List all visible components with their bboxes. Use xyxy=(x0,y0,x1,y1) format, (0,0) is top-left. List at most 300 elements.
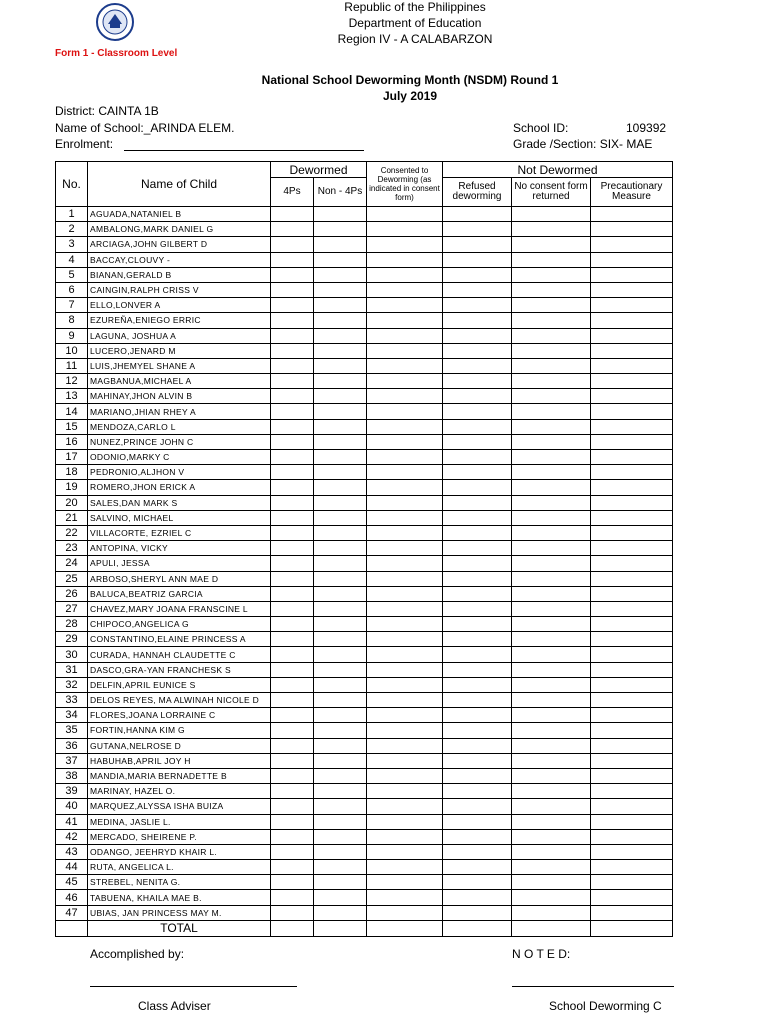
cell xyxy=(271,920,314,936)
child-name: CAINGIN,RALPH CRISS V xyxy=(88,282,271,297)
cell xyxy=(271,556,314,571)
cell xyxy=(512,890,591,905)
header-name: Name of Child xyxy=(88,162,271,207)
cell xyxy=(512,389,591,404)
cell xyxy=(591,556,673,571)
cell xyxy=(512,374,591,389)
cell xyxy=(512,465,591,480)
row-number: 7 xyxy=(56,298,88,313)
cell xyxy=(314,358,367,373)
cell xyxy=(591,662,673,677)
row-number: 11 xyxy=(56,358,88,373)
child-name: TABUENA, KHAILA MAE B. xyxy=(88,890,271,905)
cell xyxy=(271,693,314,708)
cell xyxy=(591,829,673,844)
cell xyxy=(367,738,443,753)
cell xyxy=(512,343,591,358)
row-number: 24 xyxy=(56,556,88,571)
row-number: 9 xyxy=(56,328,88,343)
row-number: 35 xyxy=(56,723,88,738)
cell xyxy=(367,920,443,936)
cell xyxy=(314,313,367,328)
child-name: ODONIO,MARKY C xyxy=(88,450,271,465)
cell xyxy=(591,207,673,222)
cell xyxy=(314,374,367,389)
cell xyxy=(314,404,367,419)
document-title: National School Deworming Month (NSDM) Round 1 xyxy=(261,73,559,87)
row-number: 3 xyxy=(56,237,88,252)
row-number: 1 xyxy=(56,207,88,222)
district: District: CAINTA 1B xyxy=(55,104,159,118)
cell xyxy=(512,875,591,890)
cell xyxy=(443,647,512,662)
cell xyxy=(367,799,443,814)
cell xyxy=(591,814,673,829)
cell xyxy=(591,525,673,540)
cell xyxy=(512,920,591,936)
row-number: 19 xyxy=(56,480,88,495)
cell xyxy=(512,647,591,662)
cell xyxy=(443,207,512,222)
child-name: MANDIA,MARIA BERNADETTE B xyxy=(88,768,271,783)
cell xyxy=(271,723,314,738)
cell xyxy=(591,617,673,632)
row-number: 42 xyxy=(56,829,88,844)
table-row xyxy=(56,343,673,358)
cell xyxy=(367,404,443,419)
child-name: PEDRONIO,ALJHON V xyxy=(88,465,271,480)
cell xyxy=(367,282,443,297)
noted: N O T E D: xyxy=(512,947,571,961)
cell xyxy=(314,768,367,783)
cell xyxy=(271,768,314,783)
cell xyxy=(591,768,673,783)
cell xyxy=(591,905,673,920)
cell xyxy=(367,601,443,616)
table-row xyxy=(56,434,673,449)
child-name: VILLACORTE, EZRIEL C xyxy=(88,525,271,540)
class-adviser: Class Adviser xyxy=(138,999,211,1013)
cell xyxy=(314,890,367,905)
cell xyxy=(367,693,443,708)
table-row xyxy=(56,723,673,738)
row-number: 31 xyxy=(56,662,88,677)
cell xyxy=(271,495,314,510)
cell xyxy=(271,890,314,905)
child-name: CHAVEZ,MARY JOANA FRANSCINE L xyxy=(88,601,271,616)
cell xyxy=(271,465,314,480)
table-row xyxy=(56,693,673,708)
cell xyxy=(591,708,673,723)
cell xyxy=(443,632,512,647)
cell xyxy=(271,237,314,252)
cell xyxy=(271,525,314,540)
child-name: ROMERO,JHON ERICK A xyxy=(88,480,271,495)
cell xyxy=(314,814,367,829)
cell xyxy=(314,784,367,799)
header-non-4ps: Non - 4Ps xyxy=(314,178,367,207)
cell xyxy=(591,298,673,313)
cell xyxy=(314,267,367,282)
row-number: 37 xyxy=(56,753,88,768)
header-no-consent: No consent form returned xyxy=(512,178,591,207)
cell xyxy=(443,920,512,936)
cell xyxy=(314,844,367,859)
child-name: APULI, JESSA xyxy=(88,556,271,571)
cell xyxy=(314,282,367,297)
table-row xyxy=(56,814,673,829)
cell xyxy=(367,617,443,632)
cell xyxy=(591,890,673,905)
cell xyxy=(314,252,367,267)
row-number: 13 xyxy=(56,389,88,404)
cell xyxy=(367,389,443,404)
cell xyxy=(271,389,314,404)
child-name: MARINAY, HAZEL O. xyxy=(88,784,271,799)
cell xyxy=(314,343,367,358)
cell xyxy=(443,419,512,434)
row-number: 39 xyxy=(56,784,88,799)
child-name: MARIANO,JHIAN RHEY A xyxy=(88,404,271,419)
child-name: MARQUEZ,ALYSSA ISHA BUIZA xyxy=(88,799,271,814)
cell xyxy=(271,814,314,829)
cell xyxy=(443,799,512,814)
cell xyxy=(591,693,673,708)
cell xyxy=(367,237,443,252)
child-name: GUTANA,NELROSE D xyxy=(88,738,271,753)
table-row xyxy=(56,495,673,510)
cell xyxy=(512,708,591,723)
cell xyxy=(271,662,314,677)
child-name: MERCADO, SHEIRENE P. xyxy=(88,829,271,844)
cell xyxy=(367,662,443,677)
table-row xyxy=(56,556,673,571)
cell xyxy=(314,434,367,449)
table-row xyxy=(56,419,673,434)
table-row xyxy=(56,374,673,389)
table-row xyxy=(56,753,673,768)
cell xyxy=(271,799,314,814)
child-name: DASCO,GRA-YAN FRANCHESK S xyxy=(88,662,271,677)
cell xyxy=(314,693,367,708)
header-dewormed: Dewormed xyxy=(271,162,367,178)
child-name: NUNEZ,PRINCE JOHN C xyxy=(88,434,271,449)
cell xyxy=(591,541,673,556)
cell xyxy=(367,510,443,525)
cell xyxy=(443,814,512,829)
grade-section: Grade /Section: SIX- MAE xyxy=(513,137,653,151)
cell xyxy=(591,282,673,297)
child-name: BACCAY,CLOUVY - xyxy=(88,252,271,267)
row-number: 21 xyxy=(56,510,88,525)
cell xyxy=(314,450,367,465)
child-name: CONSTANTINO,ELAINE PRINCESS A xyxy=(88,632,271,647)
child-name: RUTA, ANGELICA L. xyxy=(88,860,271,875)
cell xyxy=(271,252,314,267)
cell xyxy=(591,404,673,419)
row-number: 32 xyxy=(56,677,88,692)
cell xyxy=(512,829,591,844)
cell xyxy=(512,799,591,814)
cell xyxy=(271,541,314,556)
cell xyxy=(314,556,367,571)
cell xyxy=(271,434,314,449)
cell xyxy=(443,267,512,282)
row-number: 2 xyxy=(56,222,88,237)
cell xyxy=(512,298,591,313)
row-number: 25 xyxy=(56,571,88,586)
cell xyxy=(314,541,367,556)
table-row xyxy=(56,844,673,859)
cell xyxy=(443,860,512,875)
cell xyxy=(443,358,512,373)
cell xyxy=(271,586,314,601)
child-name: FORTIN,HANNA KIM G xyxy=(88,723,271,738)
child-name: LUCERO,JENARD M xyxy=(88,343,271,358)
cell xyxy=(367,434,443,449)
child-name: MAGBANUA,MICHAEL A xyxy=(88,374,271,389)
table-row xyxy=(56,222,673,237)
cell xyxy=(512,556,591,571)
cell xyxy=(591,450,673,465)
child-name: ODANGO, JEEHRYD KHAIR L. xyxy=(88,844,271,859)
child-name: EZUREÑA,ENIEGO ERRIC xyxy=(88,313,271,328)
cell xyxy=(443,829,512,844)
cell xyxy=(591,738,673,753)
child-name: AMBALONG,MARK DANIEL G xyxy=(88,222,271,237)
table-row xyxy=(56,632,673,647)
cell xyxy=(591,677,673,692)
cell xyxy=(271,313,314,328)
enrolment-label: Enrolment: xyxy=(55,137,114,151)
cell xyxy=(591,601,673,616)
cell xyxy=(443,252,512,267)
table-row xyxy=(56,525,673,540)
cell xyxy=(591,647,673,662)
cell xyxy=(314,480,367,495)
table-row xyxy=(56,586,673,601)
cell xyxy=(367,541,443,556)
cell xyxy=(314,723,367,738)
cell xyxy=(591,374,673,389)
cell xyxy=(512,723,591,738)
child-name: LUIS,JHEMYEL SHANE A xyxy=(88,358,271,373)
cell xyxy=(591,875,673,890)
table-row xyxy=(56,647,673,662)
row-number: 15 xyxy=(56,419,88,434)
cell xyxy=(443,738,512,753)
cell xyxy=(314,632,367,647)
table-row xyxy=(56,313,673,328)
school-id-label: School ID: xyxy=(513,121,569,135)
row-number: 16 xyxy=(56,434,88,449)
header-refused: Refused deworming xyxy=(443,178,512,207)
deworming-table xyxy=(55,161,673,937)
cell xyxy=(367,298,443,313)
cell xyxy=(271,298,314,313)
cell xyxy=(443,890,512,905)
cell xyxy=(591,267,673,282)
cell xyxy=(367,708,443,723)
row-number: 23 xyxy=(56,541,88,556)
enrolment-line xyxy=(124,150,364,151)
cell xyxy=(591,784,673,799)
cell xyxy=(591,920,673,936)
accomplished-by: Accomplished by: xyxy=(90,947,185,961)
cell xyxy=(314,738,367,753)
cell xyxy=(591,799,673,814)
row-number: 14 xyxy=(56,404,88,419)
cell xyxy=(314,510,367,525)
cell xyxy=(271,450,314,465)
cell xyxy=(367,632,443,647)
cell xyxy=(314,617,367,632)
table-row xyxy=(56,799,673,814)
cell xyxy=(271,632,314,647)
cell xyxy=(367,556,443,571)
table-row xyxy=(56,207,673,222)
cell xyxy=(271,510,314,525)
cell xyxy=(591,419,673,434)
total-spacer xyxy=(56,920,88,936)
row-number: 20 xyxy=(56,495,88,510)
cell xyxy=(367,586,443,601)
row-number: 43 xyxy=(56,844,88,859)
cell xyxy=(443,510,512,525)
cell xyxy=(271,282,314,297)
cell xyxy=(591,313,673,328)
cell xyxy=(443,465,512,480)
cell xyxy=(314,601,367,616)
cell xyxy=(591,586,673,601)
cell xyxy=(314,237,367,252)
cell xyxy=(443,298,512,313)
cell xyxy=(512,601,591,616)
cell xyxy=(512,510,591,525)
cell xyxy=(271,222,314,237)
table-row xyxy=(56,252,673,267)
cell xyxy=(271,738,314,753)
cell xyxy=(443,541,512,556)
row-number: 6 xyxy=(56,282,88,297)
cell xyxy=(443,601,512,616)
table-row xyxy=(56,768,673,783)
cell xyxy=(271,677,314,692)
child-name: ARBOSO,SHERYL ANN MAE D xyxy=(88,571,271,586)
row-number: 5 xyxy=(56,267,88,282)
cell xyxy=(443,677,512,692)
cell xyxy=(591,434,673,449)
cell xyxy=(512,358,591,373)
cell xyxy=(512,450,591,465)
cell xyxy=(443,450,512,465)
cell xyxy=(443,480,512,495)
cell xyxy=(591,222,673,237)
row-number: 10 xyxy=(56,343,88,358)
cell xyxy=(367,222,443,237)
cell xyxy=(443,556,512,571)
cell xyxy=(512,222,591,237)
cell xyxy=(443,708,512,723)
cell xyxy=(314,571,367,586)
cell xyxy=(271,875,314,890)
row-number: 33 xyxy=(56,693,88,708)
child-name: HABUHAB,APRIL JOY H xyxy=(88,753,271,768)
cell xyxy=(271,844,314,859)
row-number: 47 xyxy=(56,905,88,920)
row-number: 30 xyxy=(56,647,88,662)
cell xyxy=(512,328,591,343)
child-name: CURADA, HANNAH CLAUDETTE C xyxy=(88,647,271,662)
header-4ps: 4Ps xyxy=(271,178,314,207)
row-number: 45 xyxy=(56,875,88,890)
cell xyxy=(443,313,512,328)
cell xyxy=(512,282,591,297)
cell xyxy=(512,525,591,540)
cell xyxy=(271,617,314,632)
cell xyxy=(512,784,591,799)
child-name: DELOS REYES, MA ALWINAH NICOLE D xyxy=(88,693,271,708)
cell xyxy=(443,784,512,799)
table-row xyxy=(56,237,673,252)
cell xyxy=(512,237,591,252)
cell xyxy=(314,860,367,875)
child-name: CHIPOCO,ANGELICA G xyxy=(88,617,271,632)
cell xyxy=(512,541,591,556)
cell xyxy=(443,374,512,389)
cell xyxy=(591,844,673,859)
row-number: 8 xyxy=(56,313,88,328)
cell xyxy=(443,693,512,708)
cell xyxy=(314,586,367,601)
table-row xyxy=(56,404,673,419)
cell xyxy=(443,662,512,677)
table-row xyxy=(56,708,673,723)
cell xyxy=(512,677,591,692)
header-no: No. xyxy=(56,162,88,207)
table-row xyxy=(56,677,673,692)
cell xyxy=(314,875,367,890)
child-name: SALES,DAN MARK S xyxy=(88,495,271,510)
school-coordinator: School Deworming C xyxy=(549,999,662,1013)
cell xyxy=(443,844,512,859)
table-row xyxy=(56,662,673,677)
cell xyxy=(271,419,314,434)
cell xyxy=(271,207,314,222)
cell xyxy=(314,495,367,510)
school-name: Name of School:_ARINDA ELEM. xyxy=(55,121,235,135)
cell xyxy=(443,434,512,449)
row-number: 40 xyxy=(56,799,88,814)
cell xyxy=(367,525,443,540)
child-name: MENDOZA,CARLO L xyxy=(88,419,271,434)
child-name: ANTOPINA, VICKY xyxy=(88,541,271,556)
cell xyxy=(367,571,443,586)
cell xyxy=(367,267,443,282)
cell xyxy=(314,389,367,404)
cell xyxy=(591,237,673,252)
table-row xyxy=(56,601,673,616)
cell xyxy=(512,419,591,434)
cell xyxy=(271,647,314,662)
row-number: 22 xyxy=(56,525,88,540)
cell xyxy=(512,480,591,495)
child-name: BALUCA,BEATRIZ GARCIA xyxy=(88,586,271,601)
cell xyxy=(591,753,673,768)
table-row xyxy=(56,905,673,920)
cell xyxy=(443,404,512,419)
row-number: 27 xyxy=(56,601,88,616)
